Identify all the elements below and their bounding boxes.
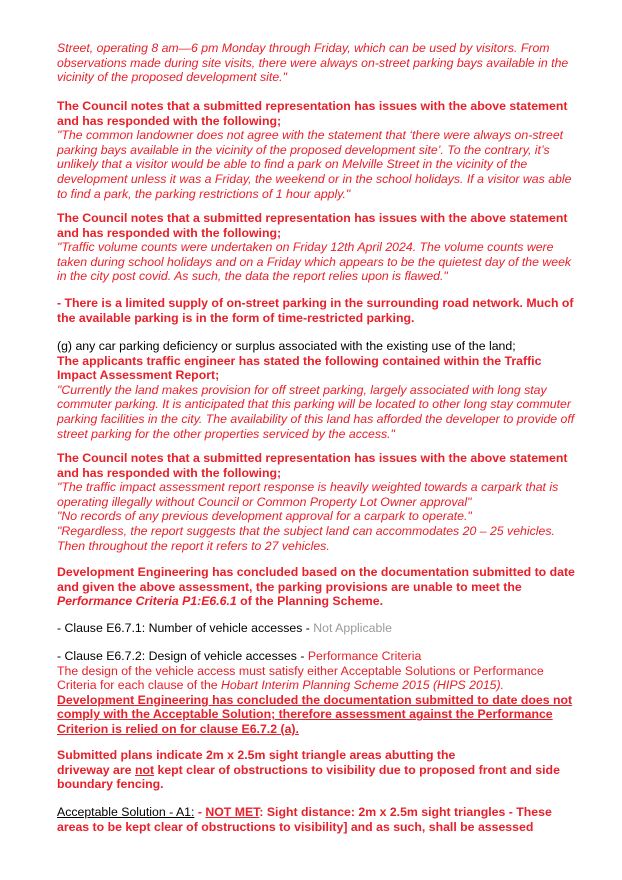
acceptable-solution-label: Acceptable Solution - A1:: [57, 805, 195, 819]
parking-conclusion: Development Engineering has concluded based on the documentation submitted to date and given the above assessment, the parking provisions are unable to meet the Performance Criteria P1:E6.6.1 of the Planning Scheme.: [57, 565, 575, 609]
representation-quote: "Regardless, the report suggests that the subject land can accommodates 20 – 25 vehicles. Then throughout the report it refers to 27 vehicles.: [57, 523, 555, 553]
clause-e671-status: Not Applicable: [313, 621, 392, 635]
representation-quote: "No records of any previous development approval for a carpark to operate.": [57, 509, 472, 524]
traffic-engineer-quote: "Currently the land makes provision for off street parking, largely associated with long stay commuter parking. It is anticipated that this parking will be located to other long stay commuter parking facilities in the city. The availability of this land has afforded the developer to provide off street parking for the other properties serviced by the access.": [57, 382, 575, 441]
clause-e672-status: Performance Criteria: [307, 649, 422, 663]
clause-e671: [57, 621, 577, 636]
council-response-heading: The Council notes that a submitted representation has issues with the above statement and has responded with the following;: [57, 99, 568, 128]
representation-quote: "The common landowner does not agree with the statement that ‘there were always on-street parking bays available in the vicinity of the proposed development site’. To the contrary, it’s unlikely that a visitor would be able to find a park on Melville Street in the vicinity of the development unless it was a Friday, the weekend or in the school holidays. If a visitor was able to find a park, the parking restrictions of 1 hour apply.": [57, 128, 572, 201]
acceptable-solution-a1: Acceptable Solution - A1: - NOT MET: Sight distance: 2m x 2.5m sight triangles - These areas to be kept clear of obstructions to visibility] and as such, shall be assessed: [57, 805, 552, 834]
clause-e672: [57, 649, 577, 737]
council-response-heading: The Council notes that a submitted representation has issues with the above statement and has responded with the following;: [57, 211, 568, 240]
clause-g-section: [57, 339, 577, 441]
not-met-status: NOT MET: [205, 805, 260, 819]
council-response-parking: [57, 99, 577, 201]
clause-e671-label: - Clause E6.7.1: Number of vehicle accesses -: [57, 621, 314, 635]
council-response-heading: The Council notes that a submitted representation has issues with the above statement and has responded with the following;: [57, 451, 568, 480]
clause-g-text: (g) any car parking deficiency or surplus associated with the existing use of the land;: [57, 339, 516, 353]
representation-quote: "Traffic volume counts were undertaken on Friday 12th April 2024. The volume counts were taken during school holidays and on a Friday which appears to be the quietest day of the week in the city post covid. As such, the data the report relies upon is flawed.": [57, 240, 572, 284]
hips-reference: Hobart Interim Planning Scheme 2015 (HIPS 2015).: [221, 678, 505, 693]
acceptable-solution-text: : Sight distance: 2m x 2.5m sight triangles - These areas to be kept clear of obstructions to visibility] and as such, shall be assessed: [57, 805, 552, 834]
quote-parking-survey: Street, operating 8 am—6 pm Monday through Friday, which can be used by visitors. From observations made during site visits, there were always on-street parking bays available in the vicinity of the proposed development site.": [57, 41, 569, 85]
performance-criteria-ref: Performance Criteria P1:E6.6.1: [57, 594, 237, 609]
traffic-engineer-heading: The applicants traffic engineer has stated the following contained within the Traffic Impact Assessment Report;: [57, 353, 542, 383]
council-response-carpark: [57, 451, 577, 553]
sight-triangle-note: Submitted plans indicate 2m x 2.5m sight triangle areas abutting the driveway are not kept clear of obstructions to visibility due to proposed front and side boundary fencing.: [57, 748, 560, 792]
council-response-traffic: [57, 211, 577, 284]
parking-supply-note: - There is a limited supply of on-street parking in the surrounding road network. Much of the available parking is in the form of time-restricted parking.: [57, 296, 574, 325]
clause-e672-label: - Clause E6.7.2: Design of vehicle accesses -: [57, 649, 308, 663]
clause-e672-body: The design of the vehicle access must satisfy either Acceptable Solutions or Performance Criteria for each clause of the Hobart Interim Planning Scheme 2015 (HIPS 2015).: [57, 663, 544, 693]
not-emphasis: not: [134, 762, 155, 777]
clause-e672-conclusion: Development Engineering has concluded the documentation submitted to date does not comply with the Acceptable Solution; therefore assessment against the Performance Criterion is relied on for clause E6.7.2 (a).: [57, 692, 573, 736]
representation-quote: "The traffic impact assessment report response is heavily weighted towards a carpark that is operating illegally without Council or Common Property Lot Owner approval": [57, 480, 559, 509]
